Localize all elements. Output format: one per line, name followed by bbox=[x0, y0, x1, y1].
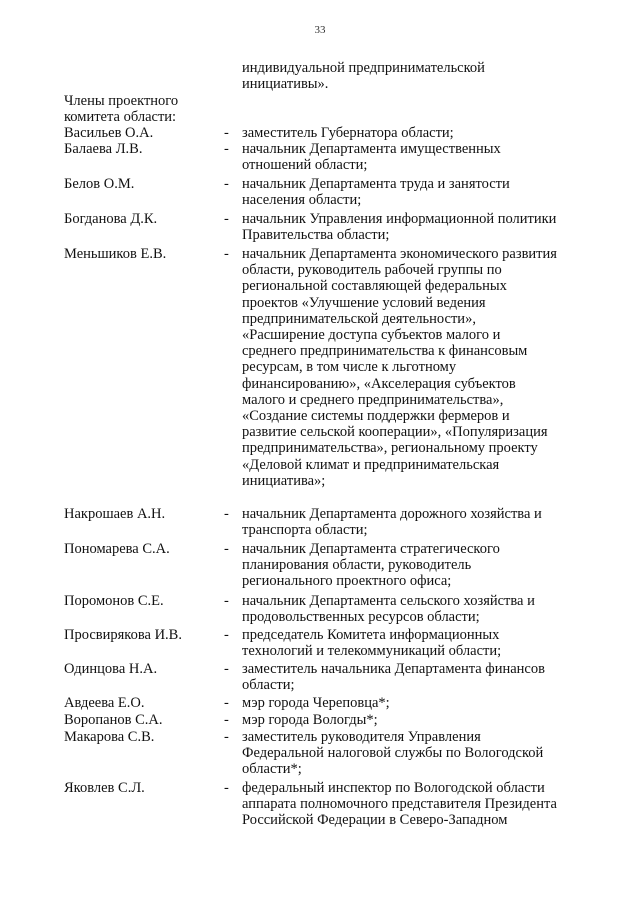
description-line: начальник Управления информационной политики bbox=[242, 211, 557, 227]
member-name: Богданова Д.К. bbox=[64, 211, 158, 227]
heading-line: Члены проектного bbox=[64, 93, 179, 109]
description-line: «Расширение доступа субъектов малого и bbox=[242, 327, 501, 344]
member-name: Белов О.М. bbox=[64, 176, 135, 192]
description-line: предпринимательской деятельности», bbox=[242, 310, 476, 327]
member-description bbox=[242, 125, 454, 141]
description-line: развитие сельской кооперации», «Популяризация bbox=[242, 424, 548, 441]
description-line: аппарата полномочного представителя Президента bbox=[242, 796, 557, 813]
member-name: Макарова С.В. bbox=[64, 729, 155, 745]
member-dash: - bbox=[224, 506, 229, 522]
description-line: транспорта области; bbox=[242, 522, 368, 539]
description-line: начальник Департамента сельского хозяйства и bbox=[242, 593, 535, 609]
member-dash: - bbox=[224, 780, 229, 796]
description-line: начальник Департамента дорожного хозяйства и bbox=[242, 506, 542, 522]
member-dash: - bbox=[224, 176, 229, 192]
member-name: Авдеева Е.О. bbox=[64, 695, 145, 711]
member-dash: - bbox=[224, 211, 229, 227]
description-line: регионального проектного офиса; bbox=[242, 573, 452, 590]
description-line: начальник Департамента экономического развития bbox=[242, 246, 557, 262]
member-description bbox=[242, 593, 535, 625]
description-line: области, руководитель рабочей группы по bbox=[242, 262, 502, 279]
intro-line: инициативы». bbox=[242, 76, 329, 93]
committee-heading bbox=[64, 93, 178, 125]
description-line: Федеральной налоговой службы по Вологодской bbox=[242, 745, 544, 762]
description-line: ресурсам, в том числе к льготному bbox=[242, 359, 457, 376]
member-description bbox=[242, 246, 557, 489]
description-line: мэр города Череповца*; bbox=[242, 695, 390, 711]
description-line: «Создание системы поддержки фермеров и bbox=[242, 408, 510, 425]
description-line: инициатива»; bbox=[242, 472, 326, 489]
description-line: «Деловой климат и предпринимательская bbox=[242, 456, 500, 473]
description-line: федеральный инспектор по Вологодской области bbox=[242, 780, 545, 796]
member-description bbox=[242, 780, 557, 829]
member-dash: - bbox=[224, 729, 229, 745]
heading-line: комитета области: bbox=[64, 109, 177, 126]
page-number: 33 bbox=[314, 24, 326, 36]
member-description bbox=[242, 176, 510, 208]
description-line: отношений области; bbox=[242, 157, 368, 174]
member-name: Меньшиков Е.В. bbox=[64, 246, 167, 262]
member-description bbox=[242, 541, 500, 590]
member-dash: - bbox=[224, 627, 229, 643]
member-name: Поромонов С.Е. bbox=[64, 593, 164, 609]
member-description bbox=[242, 141, 501, 173]
description-line: заместитель Губернатора области; bbox=[242, 125, 454, 141]
member-name: Просвирякова И.В. bbox=[64, 627, 182, 643]
description-line: начальник Департамента стратегического bbox=[242, 541, 500, 557]
description-line: Российской Федерации в Северо-Западном bbox=[242, 812, 508, 829]
description-line: малого и среднего предпринимательства», bbox=[242, 391, 504, 408]
description-line: Правительства области; bbox=[242, 227, 390, 244]
description-line: начальник Департамента имущественных bbox=[242, 141, 501, 157]
description-line: мэр города Вологды*; bbox=[242, 712, 378, 728]
member-name: Васильев О.А. bbox=[64, 125, 154, 141]
member-dash: - bbox=[224, 141, 229, 157]
intro-continuation bbox=[242, 60, 485, 92]
member-name: Яковлев С.Л. bbox=[64, 780, 145, 796]
description-line: области*; bbox=[242, 761, 302, 778]
member-description bbox=[242, 729, 543, 778]
description-line: заместитель руководителя Управления bbox=[242, 729, 481, 745]
member-dash: - bbox=[224, 246, 229, 262]
intro-line: индивидуальной предпринимательской bbox=[242, 60, 485, 76]
member-dash: - bbox=[224, 712, 229, 728]
member-dash: - bbox=[224, 695, 229, 711]
description-line: проектов «Улучшение условий ведения bbox=[242, 294, 486, 311]
member-name: Балаева Л.В. bbox=[64, 141, 143, 157]
member-description bbox=[242, 506, 542, 538]
member-description bbox=[242, 661, 545, 693]
description-line: области; bbox=[242, 677, 295, 694]
member-description bbox=[242, 712, 378, 728]
description-line: начальник Департамента труда и занятости bbox=[242, 176, 510, 192]
member-description bbox=[242, 695, 390, 711]
description-line: планирования области, руководитель bbox=[242, 557, 472, 574]
member-dash: - bbox=[224, 125, 229, 141]
member-description bbox=[242, 627, 501, 659]
description-line: председатель Комитета информационных bbox=[242, 627, 500, 643]
member-description bbox=[242, 211, 556, 243]
member-name: Воропанов С.А. bbox=[64, 712, 163, 728]
member-dash: - bbox=[224, 541, 229, 557]
description-line: региональной составляющей федеральных bbox=[242, 278, 507, 295]
description-line: среднего предпринимательства к финансовым bbox=[242, 343, 528, 360]
member-dash: - bbox=[224, 593, 229, 609]
description-line: технологий и телекоммуникаций области; bbox=[242, 643, 502, 660]
description-line: заместитель начальника Департамента финансов bbox=[242, 661, 545, 677]
description-line: продовольственных ресурсов области; bbox=[242, 609, 480, 626]
member-dash: - bbox=[224, 661, 229, 677]
description-line: финансированию», «Акселерация субъектов bbox=[242, 375, 516, 392]
description-line: предпринимательства», региональному проекту bbox=[242, 440, 538, 457]
member-name: Накрошаев А.Н. bbox=[64, 506, 166, 522]
description-line: населения области; bbox=[242, 192, 362, 209]
member-name: Одинцова Н.А. bbox=[64, 661, 158, 677]
member-name: Пономарева С.А. bbox=[64, 541, 170, 557]
